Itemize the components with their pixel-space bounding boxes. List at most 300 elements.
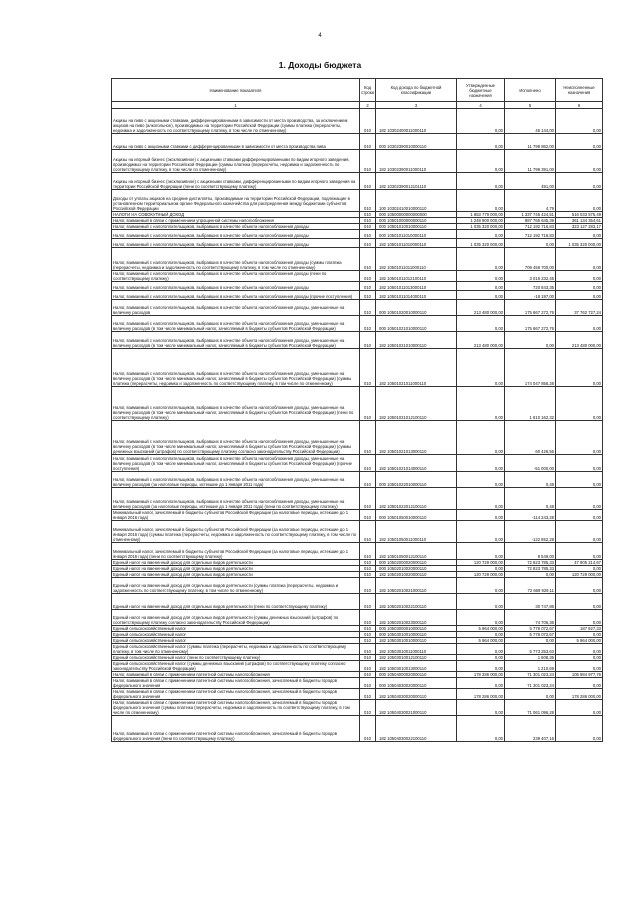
row-executed-cell: 1 610 162,32 (505, 387, 556, 421)
row-approved-cell: 0,00 (457, 610, 505, 626)
row-line-code-cell: 010 (360, 282, 376, 291)
row-approved-cell: 213 480 000,00 (457, 300, 505, 316)
row-line-code-cell: 010 (360, 572, 376, 578)
table-row (112, 134, 603, 150)
row-name-cell: Минимальный налог, зачисляемый в бюджеты субъектов Российской Федерации (за налоговые периоды, истекшие до 1 января 2016 года) (112, 510, 360, 521)
row-name-cell: Налог, взимаемый с налогоплательщиков, выбравших в качестве объекта налогообложения доходы, уменьшенные на величину расходов (в том числе минимальный налог, зачисляемый в бюджеты субъектов Российской Федерации) (112, 316, 360, 332)
row-income-code-cell: 000 10503010010000110 (376, 632, 457, 638)
row-approved-cell: 1 853 779 000,00 (457, 212, 505, 218)
row-unexecuted-cell: 0,00 (556, 632, 603, 638)
row-approved-cell: 0,00 (457, 472, 505, 488)
header-line-code: Код строки (360, 79, 376, 102)
row-executed-cell: 1 608,35 (505, 655, 556, 661)
page-number: 4 (318, 33, 322, 39)
row-income-code-cell: 000 10502010020000110 (376, 566, 457, 572)
row-name-cell: Минимальный налог, зачисляемый в бюджеты субъектов Российской Федерации (за налоговые периоды, истекшие до 1 января 2016 года) (суммы платежа (перерасчеты, недоимка и задолженность по соответствующему платежу, в том числе по отмененному) (112, 521, 360, 543)
row-line-code-cell: 010 (360, 594, 376, 610)
table-row (112, 173, 603, 190)
row-line-code-cell: 010 (360, 218, 376, 224)
row-income-code-cell: 182 10302390012101110 (376, 173, 457, 190)
row-unexecuted-cell: 0,00 (556, 316, 603, 332)
row-line-code-cell: 010 (360, 224, 376, 230)
row-unexecuted-cell: 0,00 (556, 610, 603, 626)
row-line-code-cell: 010 (360, 332, 376, 349)
row-line-code-cell: 010 (360, 349, 376, 387)
row-income-code-cell: 182 10501050012100110 (376, 543, 457, 560)
row-approved-cell: 0,00 (457, 594, 505, 610)
table-row (112, 578, 603, 594)
table-row (112, 488, 603, 510)
row-line-code-cell: 010 (360, 560, 376, 566)
row-unexecuted-cell: 0,00 (556, 291, 603, 300)
row-income-code-cell: 182 10501021012100110 (376, 387, 457, 421)
row-line-code-cell: 010 (360, 578, 376, 594)
table-row (112, 543, 603, 560)
row-unexecuted-cell: 0,00 (556, 455, 603, 472)
row-executed-cell: 175 667 272,76 (505, 300, 556, 316)
row-executed-cell: 60 426,56 (505, 421, 556, 455)
row-executed-cell: 71 301 023,24 (505, 672, 556, 678)
row-executed-cell: 72 669 929,11 (505, 578, 556, 594)
row-unexecuted-cell: 361 134 354,61 (556, 218, 603, 224)
row-line-code-cell: 010 (360, 672, 376, 678)
row-line-code-cell: 010 (360, 716, 376, 742)
row-unexecuted-cell: 213 480 000,00 (556, 332, 603, 349)
header-income-code: Код дохода по бюджетной классификации (376, 79, 457, 102)
row-approved-cell: 1 035 320 000,00 (457, 224, 505, 230)
row-approved-cell: 0,00 (457, 488, 505, 510)
table-row (112, 610, 603, 626)
row-line-code-cell: 010 (360, 700, 376, 716)
row-name-cell: Налог, взимаемый с налогоплательщиков, выбравших в качестве объекта налогообложения доходы, уменьшенные на величину расходов (в том числе минимальный налог, зачисляемый в бюджеты субъектов Российской Федерации) (112, 332, 360, 349)
header-name: Наименование показателя (112, 79, 360, 102)
row-approved-cell: 0,00 (457, 271, 505, 282)
table-body (112, 79, 603, 742)
row-unexecuted-cell: 0,00 (556, 421, 603, 455)
row-income-code-cell: 182 10501021014000110 (376, 455, 457, 472)
row-approved-cell: 0,00 (457, 190, 505, 212)
row-name-cell: Единый сельскохозяйственный налог (пени по соответствующему платежу) (112, 655, 360, 661)
row-approved-cell: 120 729 000,00 (457, 572, 505, 578)
row-income-code-cell: 182 10501011014000110 (376, 291, 457, 300)
row-income-code-cell: 182 10501011012100110 (376, 271, 457, 282)
table-row (112, 455, 603, 472)
row-income-code-cell: 000 10503000010000110 (376, 626, 457, 632)
row-approved-cell: 120 729 000,00 (457, 560, 505, 566)
row-name-cell: Налог, взимаемый с налогоплательщиков, выбравших в качестве объекта налогообложения доходы (112, 282, 360, 291)
row-approved-cell: 0,00 (457, 543, 505, 560)
row-name-cell: Акцизы на игорный бизнес (эксклюзивное) с акцизными ставками, дифференцированными по видам игорного заведения на территории Российской Федерации (пени по соответствующему платежу) (112, 173, 360, 190)
row-approved-cell: 0,00 (457, 150, 505, 173)
column-index: 2 (360, 102, 376, 109)
table-row (112, 150, 603, 173)
row-unexecuted-cell: 0,00 (556, 248, 603, 271)
row-unexecuted-cell: 1 035 320 000,00 (556, 239, 603, 248)
row-approved-cell: 178 286 000,00 (457, 672, 505, 678)
row-line-code-cell: 010 (360, 421, 376, 455)
row-executed-cell: 0,00 (505, 239, 556, 248)
row-executed-cell: 239 407,16 (505, 716, 556, 742)
table-row (112, 421, 603, 455)
row-name-cell: Налог, взимаемый в связи с применением патентной системы налогообложения, зачисляемый в бюджеты городов федерального значения (суммы платежа (перерасчеты, недоимка и задолженность по соответствующему платежу, в том числе по отмененному) (112, 700, 360, 716)
row-income-code-cell: 182 10504030020000110 (376, 689, 457, 700)
row-approved-cell: 0,00 (457, 455, 505, 472)
row-executed-cell: 0,00 (505, 332, 556, 349)
row-executed-cell: 4,79 (505, 190, 556, 212)
row-approved-cell: 0,00 (457, 521, 505, 543)
row-income-code-cell: 182 10503010011000110 (376, 644, 457, 655)
header-unexecuted: Неисполненные назначения (556, 79, 603, 102)
row-name-cell: Налог, взимаемый с налогоплательщиков, выбравших в качестве объекта налогообложения доходы, уменьшенные на величину расходов (в том числе минимальный налог, зачисляемый в бюджеты субъектов Российской Федерации) (прочие поступления) (112, 455, 360, 472)
row-approved-cell: 0,00 (457, 421, 505, 455)
row-line-code-cell: 010 (360, 472, 376, 488)
row-line-code-cell: 010 (360, 212, 376, 218)
row-income-code-cell: 182 10502010020000110 (376, 572, 457, 578)
row-income-code-cell: 182 10502010022100110 (376, 594, 457, 610)
row-name-cell: Единый сельскохозяйственный налог (112, 632, 360, 638)
row-approved-cell: 5 964 000,00 (457, 638, 505, 644)
row-line-code-cell: 010 (360, 543, 376, 560)
row-approved-cell: 0,00 (457, 566, 505, 572)
row-approved-cell: 0,00 (457, 644, 505, 655)
table-row (112, 644, 603, 655)
row-unexecuted-cell: 0,00 (556, 173, 603, 190)
row-unexecuted-cell: 0,00 (556, 521, 603, 543)
table-row (112, 230, 603, 239)
row-executed-cell: 0,48 (505, 488, 556, 510)
row-approved-cell: 0,00 (457, 282, 505, 291)
row-approved-cell: 213 480 000,00 (457, 332, 505, 349)
table-row (112, 510, 603, 521)
row-approved-cell: 0,00 (457, 230, 505, 239)
table-row (112, 689, 603, 700)
row-line-code-cell: 010 (360, 150, 376, 173)
row-line-code-cell: 010 (360, 109, 376, 134)
table-row (112, 239, 603, 248)
table-header-row (112, 79, 603, 102)
row-executed-cell: 712 192 716,83 (505, 230, 556, 239)
row-executed-cell: -114 243,28 (505, 510, 556, 521)
row-income-code-cell: 182 10502010021000110 (376, 578, 457, 594)
row-line-code-cell: 010 (360, 638, 376, 644)
row-unexecuted-cell: 0,00 (556, 566, 603, 572)
row-approved-cell: 0,00 (457, 661, 505, 672)
row-unexecuted-cell: 0,00 (556, 150, 603, 173)
row-line-code-cell: 010 (360, 488, 376, 510)
row-name-cell: Единый сельскохозяйственный налог (112, 638, 360, 644)
budget-revenue-table (111, 78, 603, 742)
row-unexecuted-cell: 0,00 (556, 644, 603, 655)
row-approved-cell: 0,00 (457, 510, 505, 521)
row-income-code-cell: 182 10501022012100110 (376, 488, 457, 510)
row-name-cell: Минимальный налог, зачисляемый в бюджеты субъектов Российской Федерации (за налоговые периоды, истекшие до 1 января 2016 года) (пени по соответствующему платежу) (112, 543, 360, 560)
row-executed-cell: 887 765 645,39 (505, 218, 556, 224)
row-executed-cell: -51 000,00 (505, 455, 556, 472)
row-income-code-cell: 182 10302390011000110 (376, 150, 457, 173)
row-name-cell: Единый сельскохозяйственный налог (112, 626, 360, 632)
row-approved-cell: 1 035 320 000,00 (457, 239, 505, 248)
row-approved-cell: 0,00 (457, 349, 505, 387)
row-unexecuted-cell: 106 984 977,76 (556, 672, 603, 678)
row-line-code-cell: 010 (360, 566, 376, 572)
table-row (112, 472, 603, 488)
row-unexecuted-cell: 0,00 (556, 700, 603, 716)
row-income-code-cell: 000 10501000000000110 (376, 218, 457, 224)
row-executed-cell: 491,00 (505, 173, 556, 190)
row-executed-cell: 712 192 716,83 (505, 224, 556, 230)
row-name-cell: Налог, взимаемый с налогоплательщиков, выбравших в качестве объекта налогообложения доходы, уменьшенные на величину расходов (112, 300, 360, 316)
row-income-code-cell: 000 10501020010000110 (376, 300, 457, 316)
row-name-cell: НАЛОГИ НА СОВОКУПНЫЙ ДОХОД (112, 212, 360, 218)
row-unexecuted-cell: 187 927,33 (556, 626, 603, 632)
row-executed-cell: 5 773 253,63 (505, 644, 556, 655)
table-row (112, 700, 603, 716)
row-name-cell: Налог, взимаемый с налогоплательщиков, выбравших в качестве объекта налогообложения доходы (прочие поступления) (112, 291, 360, 300)
row-line-code-cell: 010 (360, 134, 376, 150)
row-executed-cell: 1 337 745 424,51 (505, 212, 556, 218)
row-approved-cell: 0,00 (457, 316, 505, 332)
column-index: 4 (457, 102, 505, 109)
row-executed-cell: -122 852,28 (505, 521, 556, 543)
row-name-cell: Налог, взимаемый с налогоплательщиков, выбравших в качестве объекта налогообложения доходы, уменьшенные на величину расходов (за налоговые периоды, истекшие до 1 января 2011 года) (пени по соответствующему платежу) (112, 488, 360, 510)
row-approved-cell: 0,00 (457, 173, 505, 190)
row-name-cell: Налог, взимаемый с налогоплательщиков, выбравших в качестве объекта налогообложения доходы (пени по соответствующему платежу) (112, 271, 360, 282)
row-executed-cell: 0,00 (505, 572, 556, 578)
row-name-cell: Налог, взимаемый с налогоплательщиков, выбравших в качестве объекта налогообложения доходы (112, 239, 360, 248)
table-row (112, 349, 603, 387)
row-income-code-cell: 182 10501021010000110 (376, 332, 457, 349)
table-row (112, 678, 603, 689)
row-approved-cell: 0,00 (457, 700, 505, 716)
row-line-code-cell: 010 (360, 230, 376, 239)
table-row (112, 291, 603, 300)
row-unexecuted-cell: 37 762 727,24 (556, 300, 603, 316)
row-executed-cell: -18 197,00 (505, 291, 556, 300)
row-name-cell: Акцизы на пиво с акцизными ставками, дифференцированными в зависимости от места производства, за исключением акцизов на пиво (алкогольное), производимых на территории Российской Федерации (суммы платежа (перерасчеты, недоимка и задолженность по соответствующему платежу, в том числе по отмененному) (112, 109, 360, 134)
row-unexecuted-cell: 120 729 000,00 (556, 572, 603, 578)
row-unexecuted-cell: 0,00 (556, 543, 603, 560)
table-row (112, 316, 603, 332)
row-line-code-cell: 010 (360, 239, 376, 248)
row-executed-cell: 0,00 (505, 689, 556, 700)
row-unexecuted-cell: 0,00 (556, 230, 603, 239)
row-name-cell: Налог, взимаемый в связи с применением патентной системы налогообложения, зачисляемый в бюджеты городов федерального значения (пени по соответствующему платежу) (112, 716, 360, 742)
row-income-code-cell: 000 10500000000000000 (376, 212, 457, 218)
row-income-code-cell: 000 10302390010000110 (376, 134, 457, 150)
row-executed-cell: 11 799 862,00 (505, 134, 556, 150)
table-row (112, 716, 603, 742)
row-approved-cell: 0,00 (457, 716, 505, 742)
row-name-cell: Акцизы на игорный бизнес (эксклюзивное) с акцизными ставками дифференцированными по видам игорного заведения, производимых на территории Российской Федерации (суммы платежа (перерасчеты, недоимка и задолженность по соответствующему платежу, в том числе по отмененному) (112, 150, 360, 173)
row-approved-cell: 0,00 (457, 678, 505, 689)
row-income-code-cell: 000 10504030020000110 (376, 678, 457, 689)
row-executed-cell: 175 667 272,76 (505, 316, 556, 332)
row-unexecuted-cell: 0,00 (556, 661, 603, 672)
row-income-code-cell: 000 10501010010000110 (376, 224, 457, 230)
row-line-code-cell: 010 (360, 661, 376, 672)
row-name-cell: Налог, взимаемый с налогоплательщиков, выбравших в качестве объекта налогообложения доходы (112, 230, 360, 239)
table-row (112, 594, 603, 610)
row-approved-cell: 0,00 (457, 632, 505, 638)
row-unexecuted-cell: 0,00 (556, 716, 603, 742)
row-income-code-cell: 182 10503010012100110 (376, 655, 457, 661)
row-name-cell: Единый налог на вмененный доход для отдельных видов деятельности (112, 572, 360, 578)
row-income-code-cell: 182 10501011010000110 (376, 239, 457, 248)
row-name-cell: Налог, взимаемый с налогоплательщиков, выбравших в качестве объекта налогообложения доходы, уменьшенные на величину расходов (в том числе минимальный налог, зачисляемый в бюджеты субъектов Российской Федерации) (суммы денежных взысканий (штрафов) по соответствующему платежу согласно законодательству Российской Федерации) (112, 421, 360, 455)
row-unexecuted-cell: 516 033 575,49 (556, 212, 603, 218)
row-income-code-cell: 000 10501021010000110 (376, 316, 457, 332)
column-index: 1 (112, 102, 360, 109)
row-unexecuted-cell: 0,00 (556, 472, 603, 488)
row-unexecuted-cell: 0,00 (556, 271, 603, 282)
row-line-code-cell: 010 (360, 271, 376, 282)
row-approved-cell: 0,00 (457, 655, 505, 661)
row-name-cell: Налог, взимаемый в связи с применением патентной системы налогообложения (112, 672, 360, 678)
table-row (112, 521, 603, 543)
row-income-code-cell: 182 10501011013000110 (376, 282, 457, 291)
row-name-cell: Единый налог на вмененный доход для отдельных видов деятельности (пени по соответствующему платежу) (112, 594, 360, 610)
table-row (112, 332, 603, 349)
row-executed-cell: 1 210,69 (505, 661, 556, 672)
row-executed-cell: 30 747,86 (505, 594, 556, 610)
row-approved-cell: 5 964 000,00 (457, 626, 505, 632)
row-income-code-cell: 182 10504030021000110 (376, 700, 457, 716)
row-executed-cell: 8 549,00 (505, 543, 556, 560)
table-row (112, 661, 603, 672)
row-executed-cell: 5 776 072,67 (505, 632, 556, 638)
row-executed-cell: 72 823 785,33 (505, 566, 556, 572)
row-executed-cell: 3 016 232,45 (505, 271, 556, 282)
row-line-code-cell: 010 (360, 300, 376, 316)
row-income-code-cell: 182 10504030022100110 (376, 716, 457, 742)
row-unexecuted-cell: 0,00 (556, 190, 603, 212)
row-executed-cell: 74 706,36 (505, 610, 556, 626)
row-approved-cell: 0,00 (457, 248, 505, 271)
table-row (112, 387, 603, 421)
table-row (112, 271, 603, 282)
row-line-code-cell: 010 (360, 248, 376, 271)
row-approved-cell: 0,00 (457, 291, 505, 300)
row-line-code-cell: 010 (360, 521, 376, 543)
column-index-row (112, 102, 603, 109)
row-unexecuted-cell: 0,00 (556, 488, 603, 510)
row-executed-cell: 0,48 (505, 472, 556, 488)
row-unexecuted-cell: 47 905 214,67 (556, 560, 603, 566)
row-income-code-cell: 182 10501050011000110 (376, 521, 457, 543)
row-executed-cell: 0,00 (505, 638, 556, 644)
row-executed-cell: 709 456 700,00 (505, 248, 556, 271)
row-executed-cell: 720 843,35 (505, 282, 556, 291)
header-approved: Утвержденные бюджетные назначения (457, 79, 505, 102)
table-row (112, 248, 603, 271)
row-income-code-cell: 000 10504000020000110 (376, 672, 457, 678)
row-line-code-cell: 010 (360, 455, 376, 472)
row-line-code-cell: 010 (360, 510, 376, 521)
row-approved-cell: 0,00 (457, 109, 505, 134)
row-line-code-cell: 010 (360, 190, 376, 212)
column-index: 5 (505, 102, 556, 109)
row-executed-cell: 174 047 856,28 (505, 349, 556, 387)
row-unexecuted-cell: 0,00 (556, 349, 603, 387)
row-unexecuted-cell: 178 286 000,00 (556, 689, 603, 700)
row-unexecuted-cell: 0,00 (556, 282, 603, 291)
row-unexecuted-cell: 0,00 (556, 510, 603, 521)
row-unexecuted-cell: 0,00 (556, 578, 603, 594)
row-income-code-cell: 182 10503010013000110 (376, 661, 457, 672)
row-approved-cell: 1 248 900 000,00 (457, 218, 505, 224)
row-income-code-cell: 000 10501011010000110 (376, 230, 457, 239)
row-line-code-cell: 010 (360, 173, 376, 190)
row-name-cell: Налог, взимаемый с налогоплательщиков, выбравших в качестве объекта налогообложения доходы, уменьшенные на величину расходов (в том числе минимальный налог, зачисляемый в бюджеты субъектов Российской Федерации) (суммы платежа (перерасчеты, недоимка и задолженность по соответствующему платежу, в том числе по отмененному) (112, 349, 360, 387)
row-unexecuted-cell: 323 127 283,17 (556, 224, 603, 230)
row-approved-cell: 0,00 (457, 387, 505, 421)
row-executed-cell: 45 144,00 (505, 109, 556, 134)
row-unexecuted-cell: 0,00 (556, 109, 603, 134)
row-name-cell: Акцизы на пиво с акцизными ставками с дифференцированными в зависимости от места производства пива (112, 134, 360, 150)
row-income-code-cell: 000 10501050010000110 (376, 510, 457, 521)
row-name-cell: Доходы от уплаты акцизов на средние дистилляты, производимые на территории Российской Федерации, подлежащие в установленном территориальном органе Федерального казначейства для распределения между бюджетами субъектов Российской Федерации (112, 190, 360, 212)
row-name-cell: Налог, взимаемый с налогоплательщиков, выбравших в качестве объекта налогообложения доходы (112, 224, 360, 230)
row-name-cell: Единый сельскохозяйственный налог (суммы денежных взысканий (штрафов) по соответствующему платежу согласно законодательству Российской Федерации) (112, 661, 360, 672)
table-row (112, 282, 603, 291)
row-name-cell: Налог, взимаемый в связи с применением патентной системы налогообложения, зачисляемый в бюджеты городов федерального значения (112, 689, 360, 700)
row-line-code-cell: 010 (360, 632, 376, 638)
row-income-code-cell: 182 10502010023000110 (376, 610, 457, 626)
row-line-code-cell: 010 (360, 626, 376, 632)
row-line-code-cell: 010 (360, 644, 376, 655)
document-title: 1. Доходы бюджета (278, 60, 362, 70)
row-executed-cell: 11 799 391,00 (505, 150, 556, 173)
row-income-code-cell: 000 10502000020000110 (376, 560, 457, 566)
row-line-code-cell: 010 (360, 678, 376, 689)
row-line-code-cell: 010 (360, 316, 376, 332)
row-name-cell: Единый сельскохозяйственный налог (суммы платежа (перерасчеты, недоимка и задолженность по соответствующему платежу, в том числе по отмененному) (112, 644, 360, 655)
table-row (112, 109, 603, 134)
row-approved-cell: 178 286 000,00 (457, 689, 505, 700)
row-unexecuted-cell: 0,00 (556, 655, 603, 661)
row-unexecuted-cell: 0,00 (556, 134, 603, 150)
row-line-code-cell: 010 (360, 291, 376, 300)
row-unexecuted-cell: 0,00 (556, 387, 603, 421)
row-line-code-cell: 010 (360, 610, 376, 626)
row-line-code-cell: 010 (360, 655, 376, 661)
row-unexecuted-cell: 5 964 000,00 (556, 638, 603, 644)
column-index: 6 (556, 102, 603, 109)
row-executed-cell: 71 301 023,24 (505, 678, 556, 689)
row-line-code-cell: 010 (360, 387, 376, 421)
header-executed: Исполнено (505, 79, 556, 102)
row-income-code-cell: 182 10501021011000110 (376, 349, 457, 387)
row-executed-cell: 5 776 072,67 (505, 626, 556, 632)
row-name-cell: Налог, взимаемый с налогоплательщиков, выбравших в качестве объекта налогообложения доходы, уменьшенные на величину расходов (за налоговые периоды, истекшие до 1 января 2011 года) (112, 472, 360, 488)
row-name-cell: Единый налог на вмененный доход для отдельных видов деятельности (112, 560, 360, 566)
row-name-cell: Единый налог на вмененный доход для отдельных видов деятельности (112, 566, 360, 572)
row-name-cell: Налог, взимаемый в связи с применением патентной системы налогообложения, зачисляемый в бюджеты городов федерального значения (112, 678, 360, 689)
table-row (112, 190, 603, 212)
row-income-code-cell: 182 10302400011000110 (376, 109, 457, 134)
row-executed-cell: 72 823 785,33 (505, 560, 556, 566)
row-income-code-cell: 100 10302410010000110 (376, 190, 457, 212)
row-income-code-cell: 182 10501021013000110 (376, 421, 457, 455)
column-index: 3 (376, 102, 457, 109)
row-approved-cell: 0,00 (457, 578, 505, 594)
row-name-cell: Налог, взимаемый с налогоплательщиков, выбравших в качестве объекта налогообложения доходы (суммы платежа (перерасчеты, недоимка и задолженность по соответствующему платежу, в том числе по отмененному) (112, 248, 360, 271)
row-name-cell: Налог, взимаемый в связи с применением упрощенной системы налогообложения (112, 218, 360, 224)
row-name-cell: Налог, взимаемый с налогоплательщиков, выбравших в качестве объекта налогообложения доходы, уменьшенные на величину расходов (в том числе минимальный налог, зачисляемый в бюджеты субъектов Российской Федерации) (пени по соответствующему платежу) (112, 387, 360, 421)
row-income-code-cell: 182 10503010010000110 (376, 638, 457, 644)
table-row (112, 300, 603, 316)
row-income-code-cell: 000 10501022010000110 (376, 472, 457, 488)
